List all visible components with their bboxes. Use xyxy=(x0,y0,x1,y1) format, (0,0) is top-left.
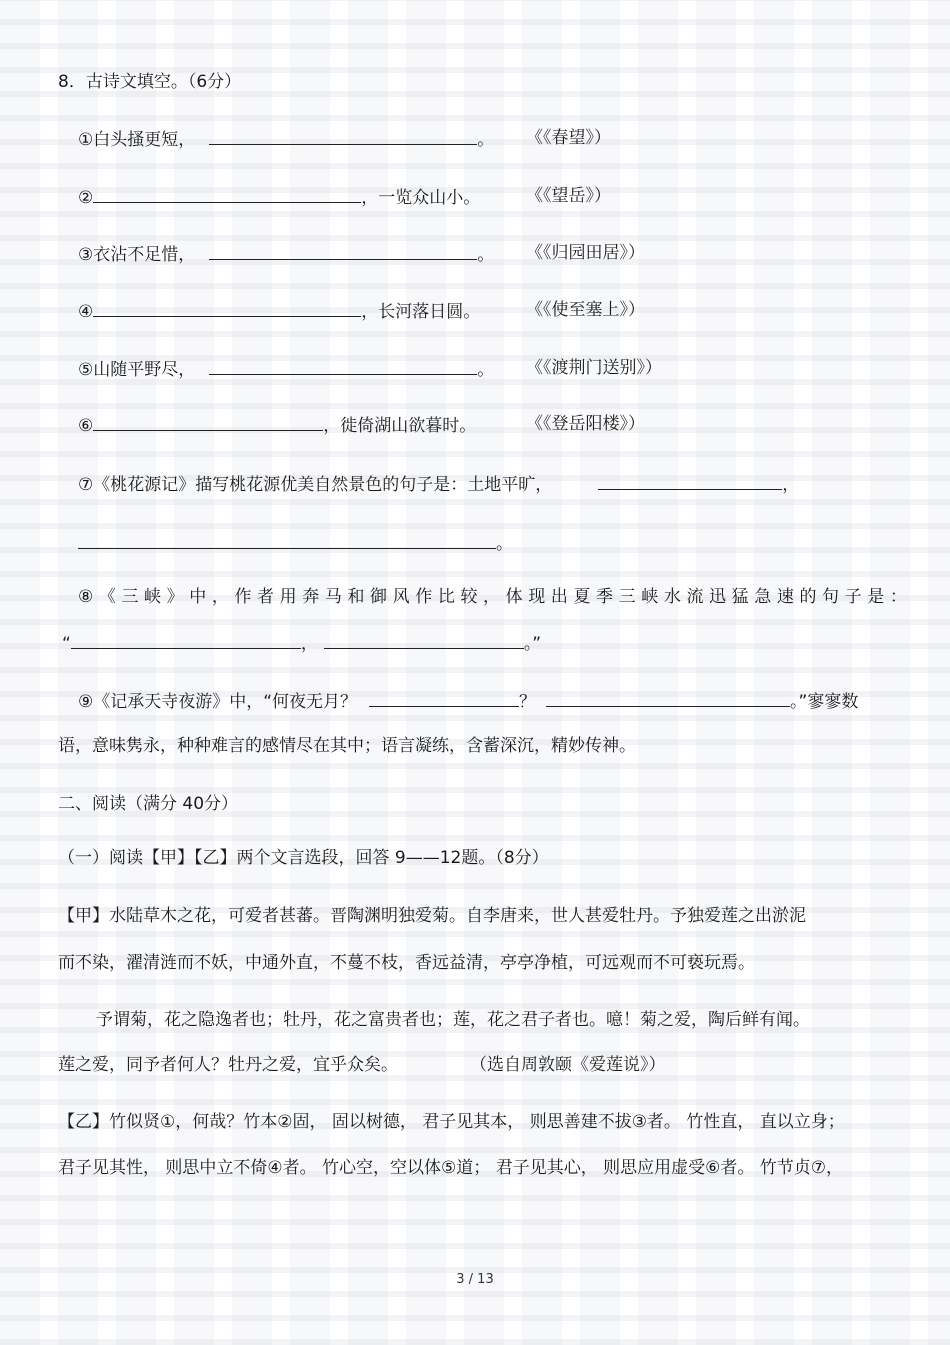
answer-blank[interactable] xyxy=(71,630,301,649)
item-9-text: ⑨《记承天寺夜游》中，“何夜无月？ xyxy=(78,692,358,712)
item-suffix: 。 xyxy=(477,130,495,150)
item-suffix: ，徙倚湖山欲暮时。 xyxy=(323,416,477,436)
fill-item-9-cont: 语，意味隽永，种种难言的感情尽在其中；语言凝练，含蓄深沉，精妙传神。 xyxy=(58,736,636,756)
answer-blank[interactable] xyxy=(546,688,790,707)
passage-jia-line-4 xyxy=(58,1053,892,1077)
answer-blank[interactable] xyxy=(78,530,496,549)
fill-item-8-text: ⑧《三峡》中，作者用奔马和御风作比较，体现出夏季三峡水流迅猛急速的句子是： xyxy=(78,587,913,607)
item-prefix: ③衣沾不足惜， xyxy=(78,245,196,265)
item-7-end: 。 xyxy=(496,534,513,554)
poem-source: 《《望岳》） xyxy=(526,186,611,206)
section-heading: 二、阅读（满分 40分） xyxy=(58,794,239,814)
poem-source: 《《登岳阳楼》） xyxy=(526,414,645,434)
item-suffix: 。 xyxy=(477,245,495,265)
page-number: 3 / 13 xyxy=(456,1272,494,1287)
item-8-mid: ， xyxy=(300,634,318,654)
fill-item-6 xyxy=(78,412,892,438)
passage-yi-line-1: 【乙】竹似贤①，何哉？竹本②固， 固以树德， 君子见其本， 则思善建不拔③者。 竹性直， 直以立身； xyxy=(58,1112,845,1132)
passage-jia-line-3: 予谓菊，花之隐逸者也；牡丹，花之富贵者也；莲，花之君子者也。噫！菊之爱，陶后鲜有闻。 xyxy=(96,1010,810,1030)
fill-item-9 xyxy=(78,688,892,714)
passage-source: （选自周敦颐《爱莲说》） xyxy=(470,1055,666,1075)
item-7-comma: ， xyxy=(782,475,800,495)
item-9-q: ？ xyxy=(519,692,537,712)
fill-item-1 xyxy=(78,126,892,152)
fill-item-8-cont xyxy=(62,630,892,656)
answer-blank[interactable] xyxy=(93,412,323,431)
item-prefix: ⑥ xyxy=(78,416,94,436)
answer-blank[interactable] xyxy=(209,356,477,375)
answer-blank[interactable] xyxy=(369,688,519,707)
fill-item-2 xyxy=(78,184,892,210)
question-8-heading: 8．古诗文填空。（6分） xyxy=(58,72,242,92)
open-quote: “ xyxy=(62,634,71,654)
passage-yi-line-2: 君子见其性， 则思中立不倚④者。 竹心空，空以体⑤道； 君子见其心， 则思应用虚受⑥者。 竹节贞⑦， xyxy=(58,1158,843,1178)
passage-text: 莲之爱，同予者何人？牡丹之爱，宜乎众矣。 xyxy=(58,1055,398,1075)
item-prefix: ①白头搔更短， xyxy=(78,130,196,150)
item-9-tail: 。”寥寥数 xyxy=(790,692,859,712)
fill-item-3 xyxy=(78,241,892,267)
answer-blank[interactable] xyxy=(209,126,477,145)
passage-jia-line-1: 【甲】水陆草木之花，可爱者甚蕃。晋陶渊明独爱菊。自李唐来，世人甚爱牡丹。予独爱莲之出淤泥 xyxy=(58,906,806,926)
answer-blank[interactable] xyxy=(324,630,524,649)
item-7-text: ⑦《桃花源记》描写桃花源优美自然景色的句子是：土地平旷， xyxy=(78,475,553,495)
answer-blank[interactable] xyxy=(93,184,361,203)
subsection-heading: （一）阅读【甲】【乙】两个文言选段，回答 9——12题。（8分） xyxy=(58,848,549,868)
answer-blank[interactable] xyxy=(93,298,361,317)
poem-source: 《《春望》） xyxy=(526,128,611,148)
item-prefix: ④ xyxy=(78,302,94,322)
answer-blank[interactable] xyxy=(209,241,477,260)
item-suffix: ，一览众山小。 xyxy=(361,188,481,208)
item-prefix: ② xyxy=(78,188,94,208)
item-suffix: 。 xyxy=(477,360,495,380)
answer-blank[interactable] xyxy=(598,471,782,490)
poem-source: 《《归园田居》） xyxy=(526,243,645,263)
item-suffix: ，长河落日圆。 xyxy=(361,302,481,322)
fill-item-4 xyxy=(78,298,892,324)
passage-jia-line-2: 而不染，濯清涟而不妖，中通外直，不蔓不枝，香远益清，亭亭净植，可远观而不可亵玩焉。 xyxy=(58,953,755,973)
fill-item-7 xyxy=(78,471,892,497)
poem-source: 《《使至塞上》） xyxy=(526,300,645,320)
item-8-close: 。” xyxy=(523,634,542,654)
item-prefix: ⑤山随平野尽， xyxy=(78,360,196,380)
poem-source: 《《渡荆门送别》） xyxy=(526,358,662,378)
fill-item-7-cont xyxy=(78,530,892,556)
fill-item-5 xyxy=(78,356,892,382)
